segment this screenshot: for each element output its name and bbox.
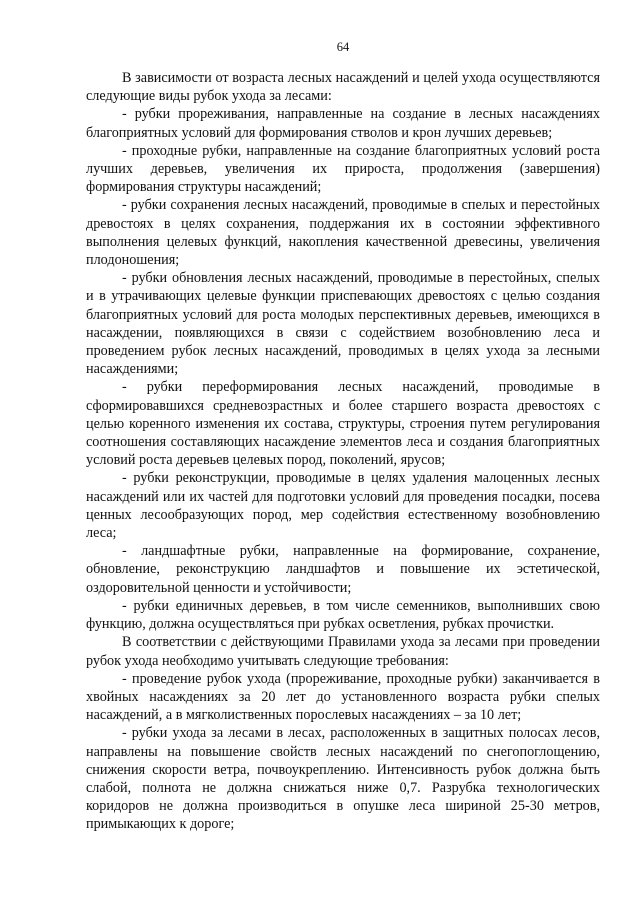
paragraph-rules-intro: В соответствии с действующими Правилами ухода за лесами при проведении рубок ухода необходимо учитывать следующие требования:	[86, 634, 600, 669]
paragraph-reconstruction-cutting: - рубки реконструкции, проводимые в целях удаления малоценных лесных насаждений или их частей для подготовки условий для проведения посадки, посева ценных лесообразующих пород, мер содействия естественному возобновлению леса;	[86, 470, 600, 542]
paragraph-single-tree-cutting: - рубки единичных деревьев, в том числе семенников, выполнивших свою функцию, должна осуществляться при рубках осветления, рубках прочистки.	[86, 597, 600, 633]
paragraph-landscape-cutting: - ландшафтные рубки, направленные на формирование, сохранение, обновление, реконструкцию ландшафтов и повышение их эстетической, оздоровительной ценности и устойчивости;	[86, 543, 600, 596]
paragraph-thinning: - рубки прореживания, направленные на создание в лесных насаждениях благоприятных условий для формирования стволов и крон лучших деревьев;	[86, 106, 600, 141]
paragraph-renewal-cutting: - рубки обновления лесных насаждений, проводимые в перестойных, спелых и в утрачивающих целевые функции приспевающих древостоях с целью создания благоприятных условий для роста молодых перспективных деревьев, имеющихся в насаждении, появляющихся в связи с содействием возобновлению леса и проведением рубок лесных насаждений, проводимых в целях ухода за лесными насаждениями;	[86, 270, 600, 378]
body-text	[86, 69, 600, 834]
page-number: 64	[336, 40, 350, 54]
paragraph-passage-cutting: - проходные рубки, направленные на создание благоприятных условий роста лучших деревьев, увеличения их прироста, продолжения (завершения) формирования структуры насаждений;	[86, 142, 600, 196]
paragraph-reformation-cutting: - рубки переформирования лесных насаждений, проводимые в сформировавшихся средневозрастных и более старшего возраста древостоях с целью коренного изменения их состава, структуры, строения путем регулирования соотношения составляющих насаждение элементов леса и создания благоприятных условий роста деревьев целевых пород, поколений, ярусов;	[86, 379, 600, 469]
paragraph-intro: В зависимости от возраста лесных насаждений и целей ухода осуществляются следующие виды рубок ухода за лесами:	[86, 70, 600, 105]
paragraph-conservation-cutting: - рубки сохранения лесных насаждений, проводимые в спелых и перестойных древостоях в целях сохранения, поддержания их в состоянии эффективного выполнения целевых функций, накопления качественной древесины, увеличения плодоношения;	[86, 197, 600, 269]
paragraph-rule-protective-strips: - рубки ухода за лесами в лесах, расположенных в защитных полосах лесов, направлены на повышение свойств лесных насаждений по снегопоглощению, снижения скорости ветра, почвоукреплению. Интенсивность рубок должна быть слабой, полнота не должна снижаться ниже 0,7. Разрубка технологических коридоров не должна производиться в опушке леса шириной 25-30 метров, примыкающих к дороге;	[86, 725, 600, 833]
paragraph-rule-timing: - проведение рубок ухода (прореживание, проходные рубки) заканчивается в хвойных насаждениях за 20 лет до установленного возраста рубки спелых насаждений, а в мягколиственных порослевых насаждениях – за 10 лет;	[86, 670, 600, 724]
